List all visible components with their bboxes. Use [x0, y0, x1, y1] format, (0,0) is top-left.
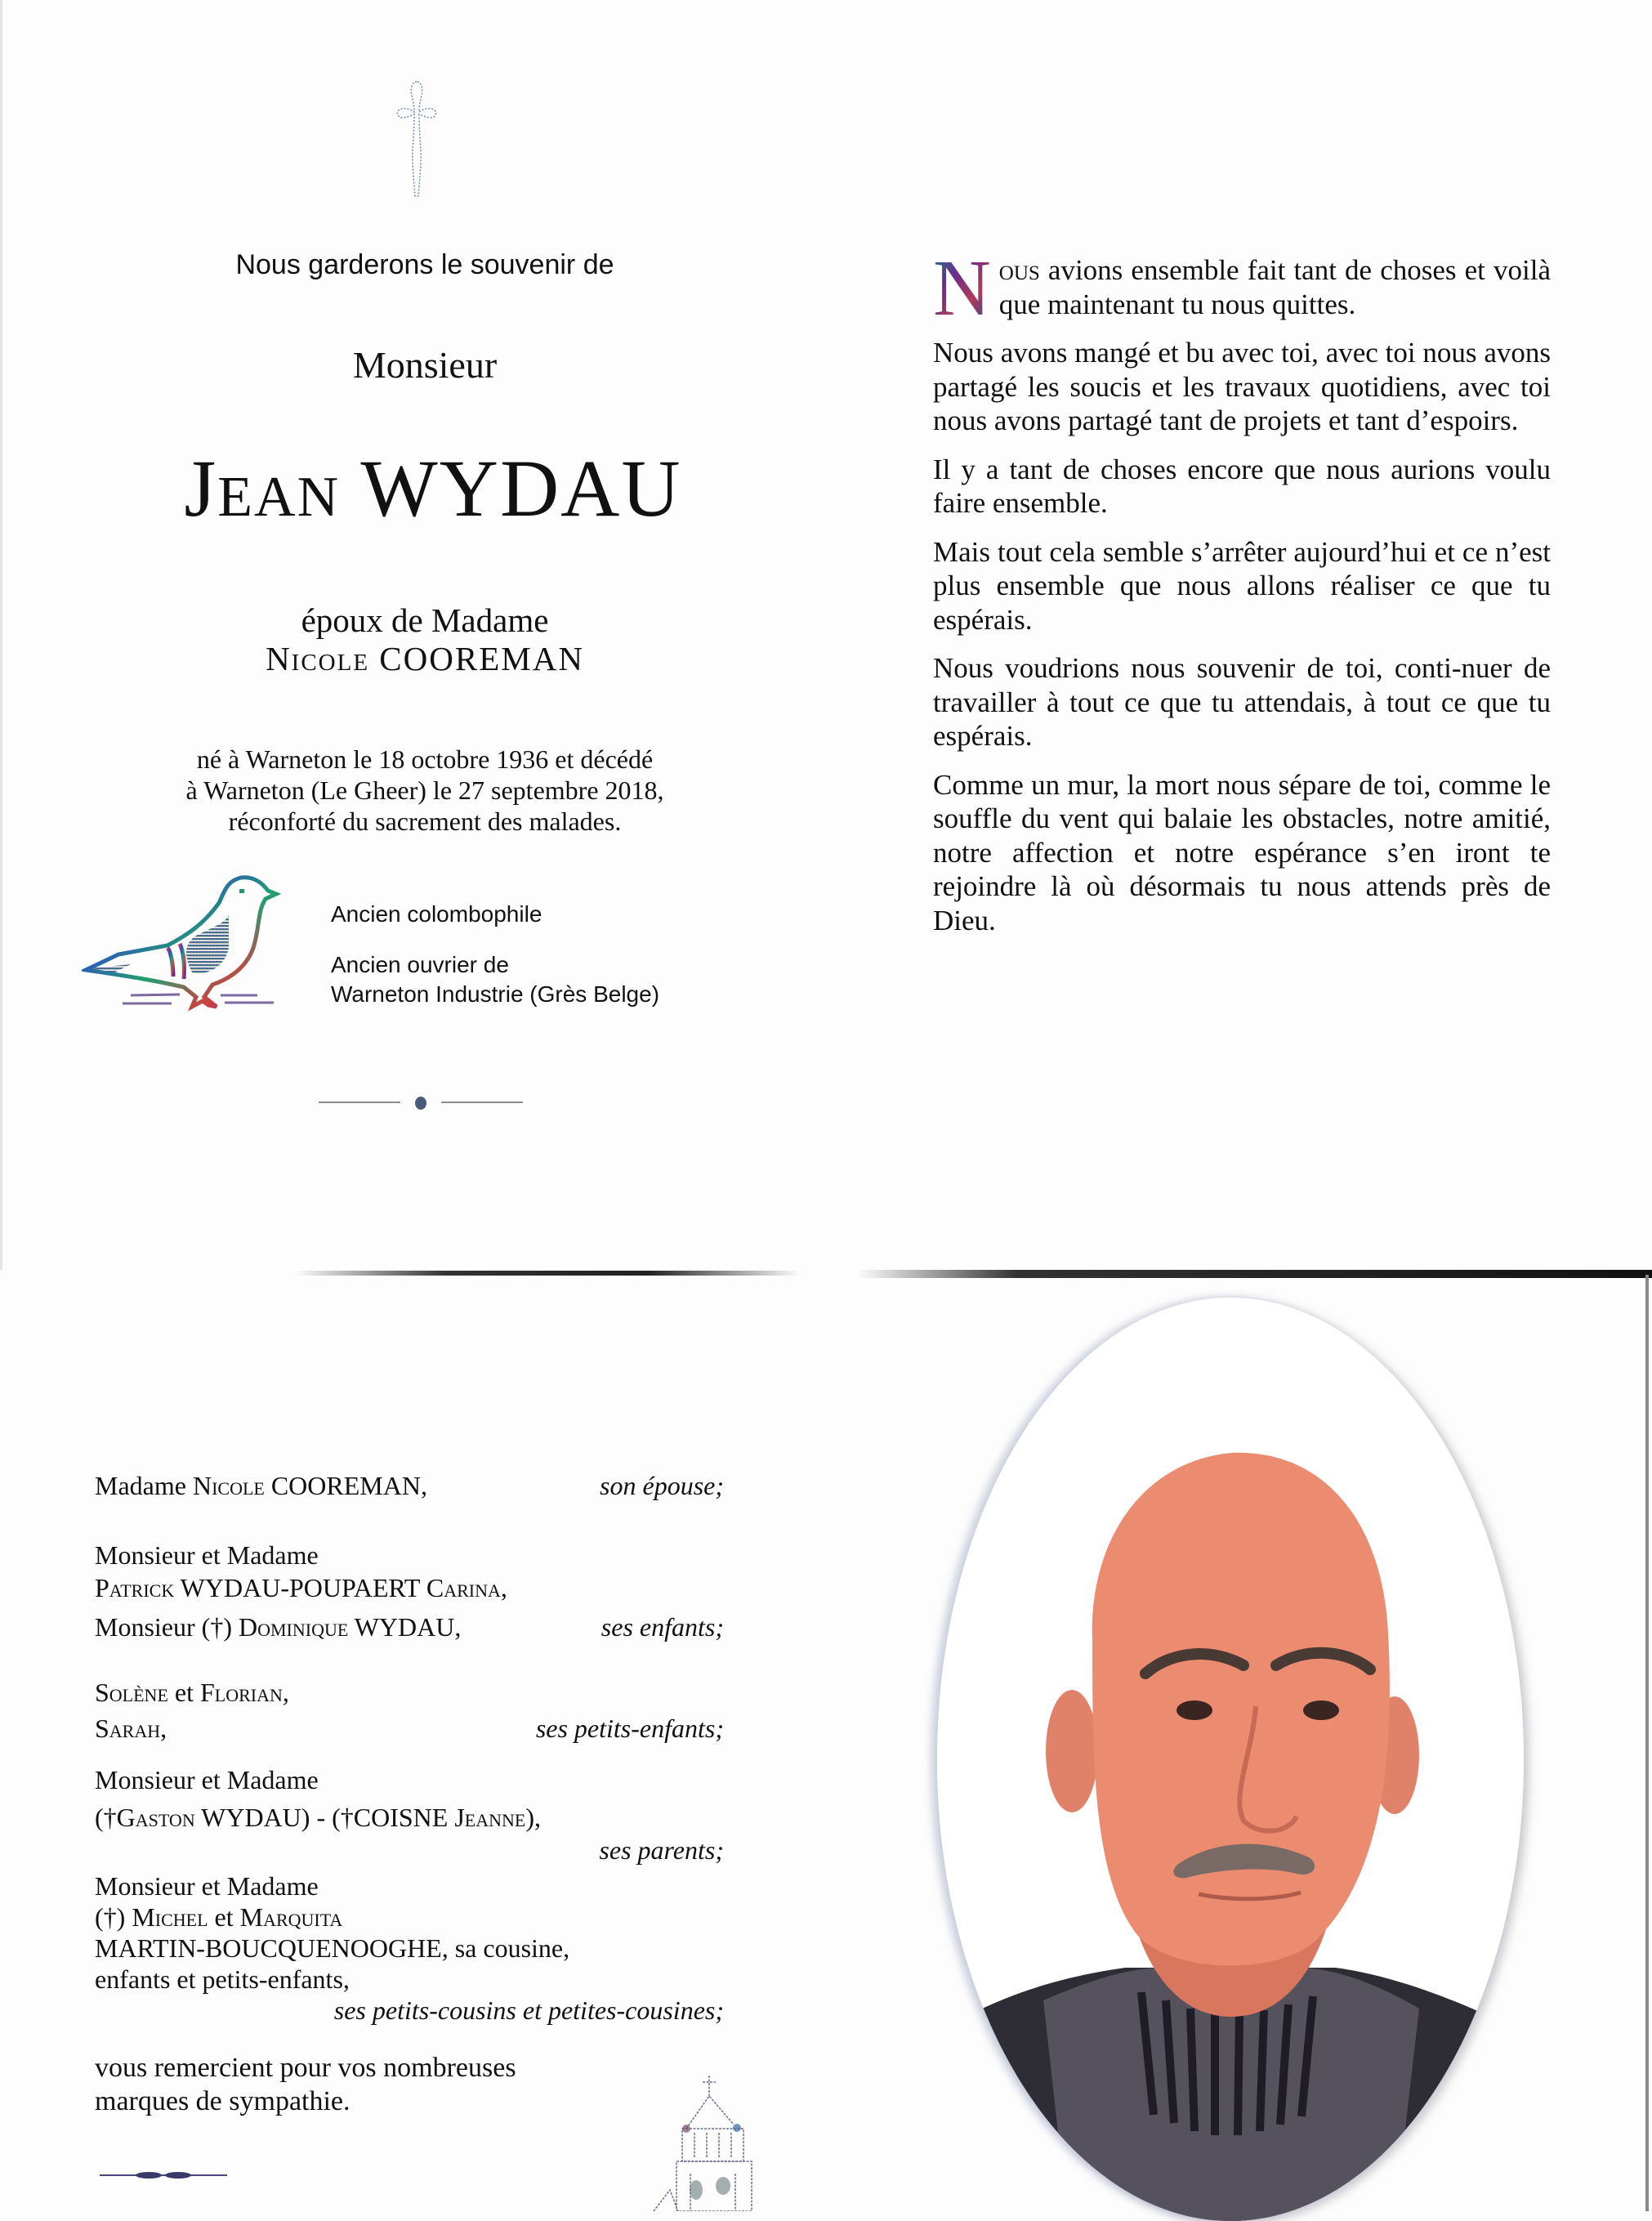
first-name: Jean — [184, 443, 341, 534]
relation-label: ses petits-enfants; — [535, 1714, 724, 1743]
family-text: Monsieur (†) — [95, 1612, 239, 1642]
poem-text: avions ensemble fait tant de choses et voilà que maintenant tu nous quittes. — [998, 254, 1551, 320]
family-text — [95, 1573, 724, 1606]
spouse-label: époux de Madame — [301, 601, 549, 639]
deceased-name — [98, 441, 768, 535]
role-employer: Warneton Industrie (Grès Belge) — [331, 981, 660, 1007]
family-text: Gaston — [116, 1803, 195, 1832]
pigeon-icon — [82, 866, 294, 1013]
spouse-last-name: COOREMAN — [379, 640, 584, 677]
family-text — [95, 1835, 724, 1868]
family-text — [95, 1678, 724, 1710]
family-text: , — [500, 1573, 507, 1602]
family-grandchildren — [95, 1678, 724, 1746]
family-text — [95, 1902, 724, 1933]
family-text: Michel — [132, 1902, 208, 1932]
family-parents — [95, 1765, 724, 1868]
family-text — [95, 1714, 724, 1746]
poem-paragraph: Comme un mur, la mort nous sépare de toi, comme le souffle du vent qui balaie les obstacles, notre amitié, notre affection et notre espérance s’en iront te rejoindre là où désormais tu nous attends près de Dieu. — [933, 768, 1551, 936]
family-cousins — [95, 1871, 724, 2027]
poem-paragraph: Nous avons mangé et bu avec toi, avec toi nous avons partagé les soucis et les travaux quotidiens, avec toi nous avons partagé tant de projets et tant d’espoirs. — [933, 337, 1551, 436]
family-text — [95, 1995, 724, 2027]
family-text: Patrick — [95, 1573, 175, 1602]
sacrament-line: réconforté du sacrement des malades. — [228, 807, 622, 836]
family-text: Dominique — [238, 1612, 349, 1642]
family-text: et — [208, 1902, 240, 1932]
relation-label: ses petits-cousins et petites-cousines; — [333, 1995, 724, 2025]
relation-label: ses parents; — [599, 1835, 724, 1865]
birth-line: né à Warneton le 18 octobre 1936 et décédé — [196, 744, 654, 774]
card-right-edge — [1645, 1275, 1649, 2211]
drop-cap: N — [933, 244, 991, 333]
card-edge-shadow — [858, 1270, 1652, 1278]
family-text: († — [95, 1803, 117, 1832]
family-text: Jeanne — [454, 1803, 526, 1832]
family-text: Marquita — [239, 1902, 343, 1932]
family-text: , — [282, 1678, 289, 1707]
family-text: Monsieur et Madame — [95, 1871, 319, 1901]
title-monsieur: Monsieur — [352, 344, 498, 386]
portrait-image — [937, 1298, 1524, 2221]
family-text: Madame — [95, 1471, 193, 1500]
poem-paragraph: Il y a tant de choses encore que nous aurions voulu faire ensemble. — [933, 453, 1551, 519]
poem — [933, 244, 1551, 952]
family-text — [95, 1612, 724, 1645]
poem-paragraph — [933, 244, 1551, 333]
role-line: Ancien ouvrier de — [331, 952, 509, 977]
family-text: Nicole — [192, 1471, 265, 1500]
family-text: enfants et petits-enfants, — [95, 1964, 350, 1994]
card-left-edge — [0, 0, 2, 1270]
death-line: à Warneton (Le Gheer) le 27 septembre 2018, — [185, 775, 664, 805]
family-text: ), — [525, 1803, 541, 1832]
ornament-separator — [98, 2170, 229, 2181]
cross-icon — [392, 78, 441, 200]
thanks-text: vous remercient pour vos nombreuses marques de sympathie. — [95, 2053, 516, 2116]
birth-death-text — [82, 744, 768, 837]
family-text: WYDAU-POUPAERT — [174, 1573, 426, 1602]
family-text: WYDAU, — [348, 1612, 462, 1642]
family-text: Sarah — [95, 1714, 161, 1743]
poem-paragraph: Mais tout cela semble s’arrêter aujourd’hui et ce n’est plus ensemble que nous allons réaliser ce que tu espérais. — [933, 535, 1551, 636]
poem-paragraph: Nous voudrions nous souvenir de toi, conti-nuer de travailler à tout ce que tu attendais, à tout ce que tu espérais. — [933, 652, 1551, 752]
family-text — [95, 1803, 724, 1835]
family-text: WYDAU) - (†COISNE — [194, 1803, 455, 1832]
family-text: Carina — [426, 1573, 501, 1602]
relation-label: son épouse; — [600, 1471, 724, 1500]
family-text: , — [160, 1714, 167, 1743]
family-text — [95, 1471, 724, 1504]
family-text: Monsieur et Madame — [95, 1540, 319, 1570]
family-text: et — [167, 1678, 200, 1707]
intro-text: Nous garderons le souvenir de — [235, 249, 614, 280]
family-text: Florian — [199, 1678, 283, 1707]
family-text: Solène — [95, 1678, 168, 1707]
spouse-first-name: Nicole — [266, 640, 370, 677]
family-text: MARTIN-BOUCQUENOOGHE, sa cousine, — [95, 1933, 570, 1963]
family-children — [95, 1540, 724, 1645]
poem-text: ous — [998, 254, 1040, 286]
family-text: (†) — [95, 1902, 132, 1932]
role-pigeon-fancier: Ancien colombophile — [331, 901, 542, 927]
ornament-separator — [315, 1091, 527, 1114]
family-spouse — [95, 1471, 724, 1504]
family-text: Monsieur et Madame — [95, 1765, 319, 1794]
spouse-name — [139, 639, 711, 678]
family-text: COOREMAN, — [264, 1471, 427, 1500]
church-icon — [629, 2051, 793, 2211]
role-former-worker — [331, 950, 659, 1009]
relation-label: ses enfants; — [601, 1612, 724, 1642]
card-edge-shadow — [294, 1271, 801, 1276]
last-name: WYDAU — [360, 443, 682, 534]
portrait-photo — [937, 1298, 1524, 2221]
